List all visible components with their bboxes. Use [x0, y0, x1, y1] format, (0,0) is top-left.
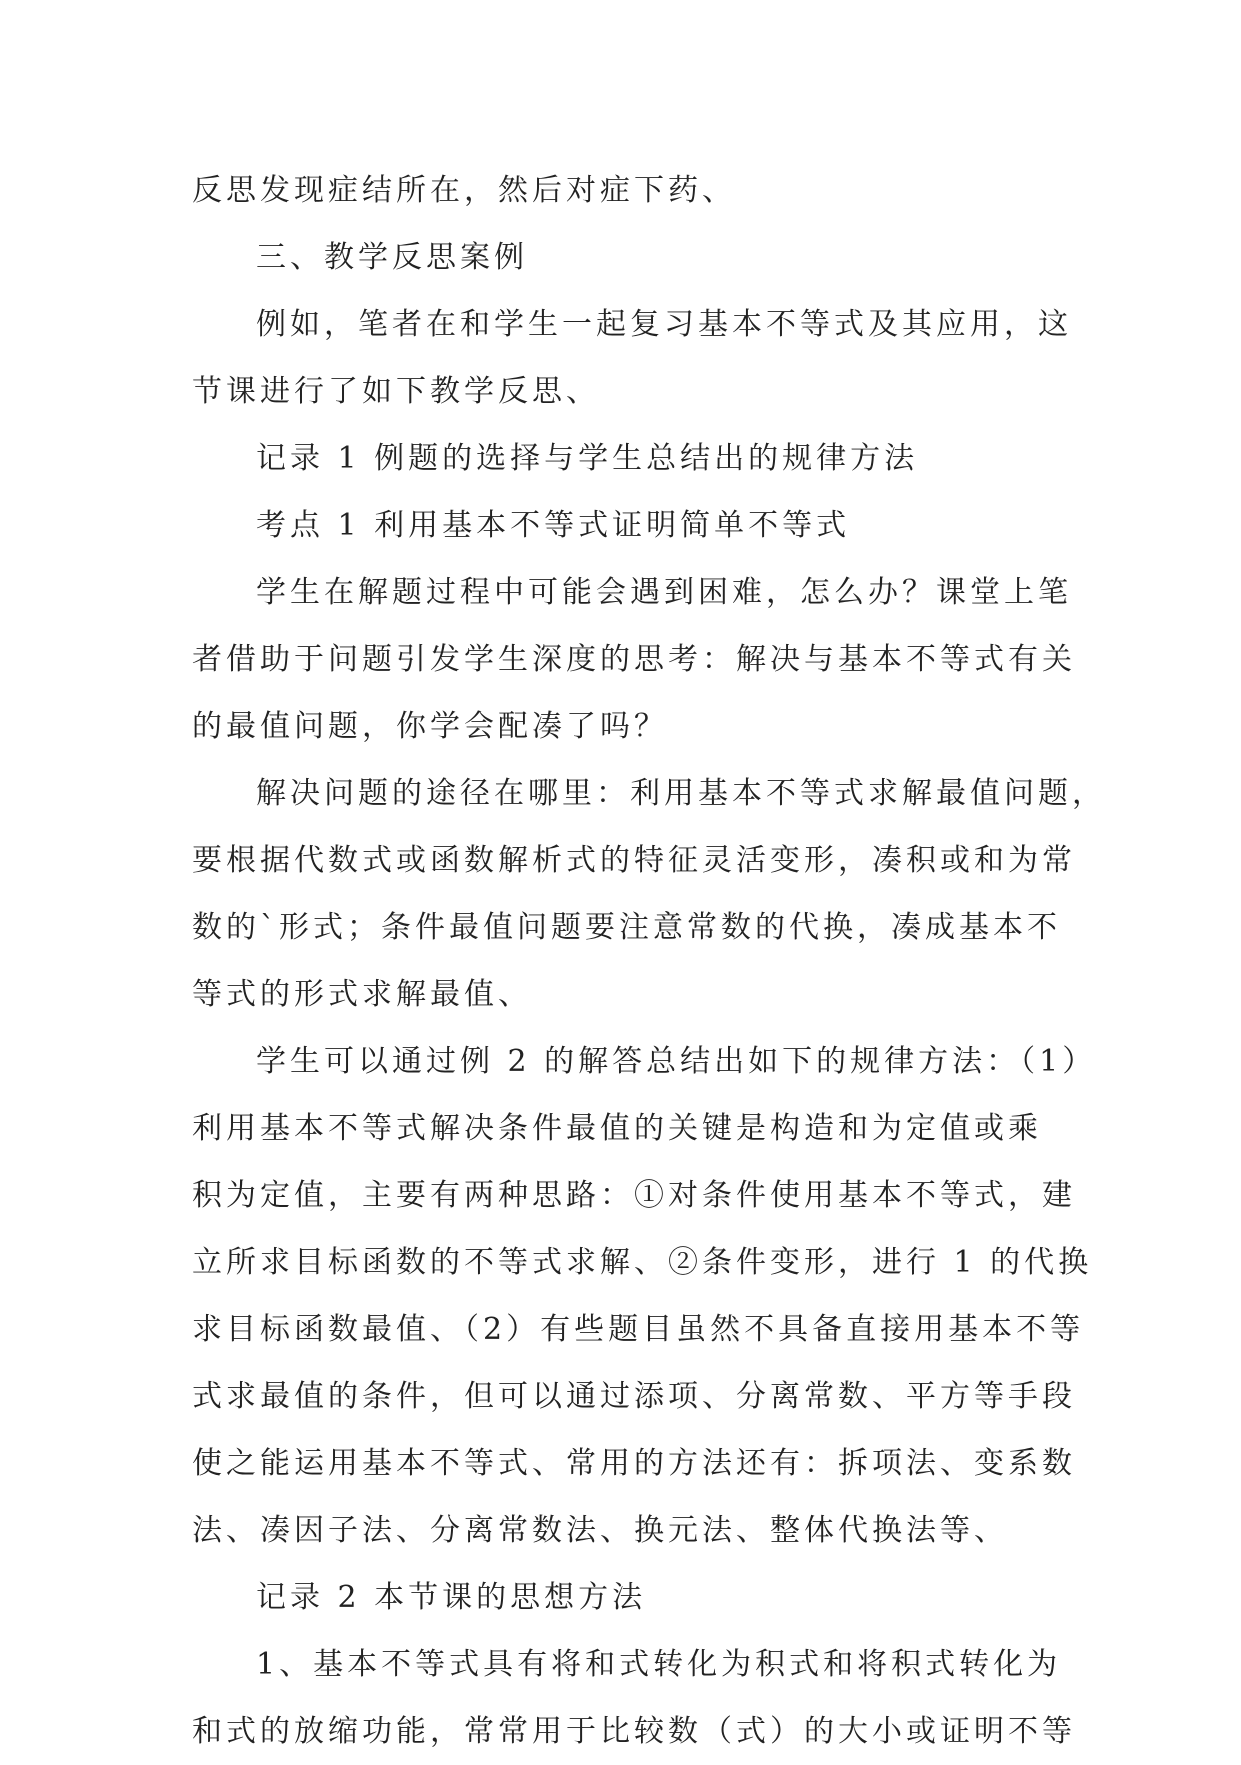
text-line: 积为定值，主要有两种思路：①对条件使用基本不等式，建	[192, 1178, 1076, 1213]
text-line: 要根据代数式或函数解析式的特征灵活变形，凑积或和为常	[192, 843, 1076, 878]
record-heading: 记录 2 本节课的思想方法	[256, 1580, 647, 1615]
text-line: 数的`形式；条件最值问题要注意常数的代换，凑成基本不	[192, 910, 1061, 945]
record-heading: 记录 1 例题的选择与学生总结出的规律方法	[256, 441, 919, 476]
text-line: 的最值问题，你学会配凑了吗？	[192, 709, 668, 744]
text-line: 学生在解题过程中可能会遇到困难，怎么办？课堂上笔	[256, 575, 1072, 610]
text-line: 和式的放缩功能，常常用于比较数（式）的大小或证明不等	[192, 1714, 1076, 1749]
body-text	[192, 157, 1106, 1765]
text-line: 求目标函数最值、（2）有些题目虽然不具备直接用基本不等	[192, 1312, 1085, 1347]
text-line: 节课进行了如下教学反思、	[192, 374, 600, 409]
topic-heading: 考点 1 利用基本不等式证明简单不等式	[256, 508, 851, 543]
text-line: 利用基本不等式解决条件最值的关键是构造和为定值或乘	[192, 1111, 1042, 1146]
text-line: 反思发现症结所在，然后对症下药、	[192, 173, 736, 208]
text-line: 学生可以通过例 2 的解答总结出如下的规律方法：（1）	[256, 1044, 1097, 1079]
text-line: 立所求目标函数的不等式求解、②条件变形，进行 1 的代换	[192, 1245, 1093, 1280]
text-line: 等式的形式求解最值、	[192, 977, 532, 1012]
text-line: 法、凑因子法、分离常数法、换元法、整体代换法等、	[192, 1513, 1008, 1548]
text-line: 使之能运用基本不等式、常用的方法还有：拆项法、变系数	[192, 1446, 1076, 1481]
text-line: 式求最值的条件，但可以通过添项、分离常数、平方等手段	[192, 1379, 1076, 1414]
text-line: 1、基本不等式具有将和式转化为积式和将积式转化为	[256, 1647, 1062, 1682]
section-heading: 三、教学反思案例	[256, 240, 528, 275]
text-line: 解决问题的途径在哪里：利用基本不等式求解最值问题，	[256, 776, 1106, 811]
text-line: 者借助于问题引发学生深度的思考：解决与基本不等式有关	[192, 642, 1076, 677]
text-line: 例如，笔者在和学生一起复习基本不等式及其应用，这	[256, 307, 1072, 342]
